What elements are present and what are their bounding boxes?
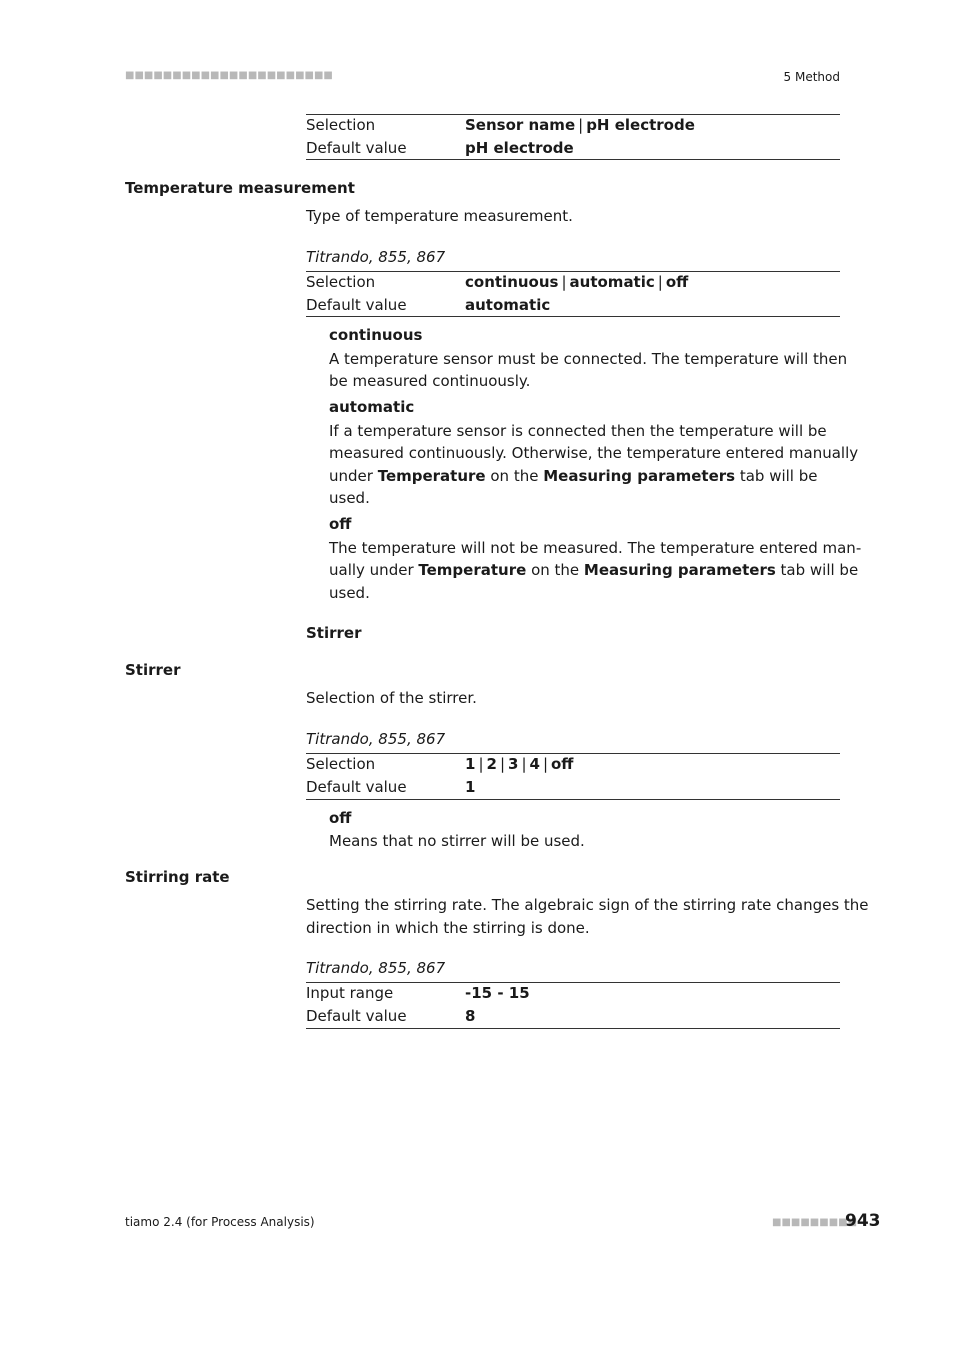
row-key: Input range	[306, 984, 394, 1003]
option-text-line: measured continuously. Otherwise, the temperature entered manually	[329, 444, 859, 462]
table-rule	[306, 159, 840, 160]
row-value: automatic	[465, 295, 551, 314]
stirrer-table	[306, 753, 840, 798]
sensor-table	[306, 114, 840, 159]
section-description: Type of temperature measurement.	[306, 207, 573, 225]
text-run: tab will be	[775, 561, 859, 579]
ui-term: Temperature	[377, 467, 486, 485]
ui-term: Measuring parameters	[583, 561, 776, 579]
row-value: 1	[465, 777, 476, 796]
section-title: Stirrer	[125, 661, 181, 679]
row-value: 4	[529, 755, 540, 774]
row-value: off	[665, 273, 689, 292]
option-term: off	[329, 809, 352, 827]
text-run: under	[329, 467, 378, 485]
row-value: 2	[486, 755, 497, 774]
row-value: 8	[465, 1006, 476, 1025]
row-value: pH electrode	[465, 138, 574, 157]
row-value: -15 - 15	[465, 984, 530, 1003]
page-number: 943	[845, 1211, 881, 1231]
section-description: Selection of the stirrer.	[306, 689, 477, 707]
section-description: direction in which the stirring is done.	[306, 919, 590, 937]
row-value: automatic	[569, 273, 655, 292]
chapter-label: 5 Method	[783, 70, 840, 84]
stirring-rate-table	[306, 982, 840, 1027]
option-text-line	[329, 559, 858, 582]
option-term: off	[329, 515, 352, 533]
option-text-line: A temperature sensor must be connected. The temperature will then	[329, 350, 848, 368]
option-text-line: The temperature will not be measured. The temperature entered man-	[329, 539, 862, 557]
option-term: continuous	[329, 326, 423, 344]
row-key: Default value	[306, 295, 407, 314]
text-run: on the	[526, 561, 584, 579]
table-rule	[306, 799, 840, 800]
option-text-line: Means that no stirrer will be used.	[329, 832, 585, 850]
text-run: ually under	[329, 561, 419, 579]
temperature-table	[306, 271, 840, 316]
option-text-line: used.	[329, 489, 370, 507]
ui-term: Measuring parameters	[543, 467, 736, 485]
table-row: Selection Sensor name | pH electrode	[306, 114, 840, 137]
device-list: Titrando, 855, 867	[306, 959, 446, 977]
row-key: Selection	[306, 116, 376, 135]
table-row	[306, 776, 840, 799]
device-list: Titrando, 855, 867	[306, 248, 446, 266]
row-value: Sensor name	[465, 116, 576, 135]
table-row	[306, 294, 840, 317]
subsection-heading: Stirrer	[306, 624, 362, 642]
option-text-line: If a temperature sensor is connected then the temperature will be	[329, 422, 827, 440]
header-marker: ■■■■■■■■■■■■■■■■■■■■■■	[125, 70, 333, 81]
row-key: Selection	[306, 273, 376, 292]
option-term: automatic	[329, 398, 415, 416]
option-text-line: be measured continuously.	[329, 372, 531, 390]
section-title: Temperature measurement	[125, 179, 355, 197]
row-key: Default value	[306, 1006, 407, 1025]
row-value: continuous	[465, 273, 559, 292]
text-run: tab will be	[735, 467, 818, 485]
table-rule	[306, 316, 840, 317]
footer-marker: ■■■■■■■■■	[772, 1217, 858, 1228]
row-key: Default value	[306, 777, 407, 796]
row-key: Default value	[306, 138, 407, 157]
option-text-line	[329, 465, 818, 488]
table-row	[306, 982, 840, 1005]
device-list: Titrando, 855, 867	[306, 730, 446, 748]
table-row	[306, 1005, 840, 1028]
table-row: Selection 1 | 2 | 3 | 4 | off	[306, 753, 840, 776]
ui-term: Temperature	[418, 561, 527, 579]
table-row	[306, 137, 840, 160]
section-title: Stirring rate	[125, 868, 230, 886]
row-key: Selection	[306, 755, 376, 774]
row-value: 1	[465, 755, 476, 774]
table-rule	[306, 1028, 840, 1029]
option-text-line: used.	[329, 584, 370, 602]
table-row: Selection continuous | automatic | off	[306, 271, 840, 294]
row-value: pH electrode	[586, 116, 695, 135]
footer-product: tiamo 2.4 (for Process Analysis)	[125, 1215, 315, 1229]
row-value: 3	[508, 755, 519, 774]
section-description: Setting the stirring rate. The algebraic sign of the stirring rate changes the	[306, 896, 869, 914]
row-value: off	[551, 755, 574, 774]
text-run: on the	[485, 467, 544, 485]
